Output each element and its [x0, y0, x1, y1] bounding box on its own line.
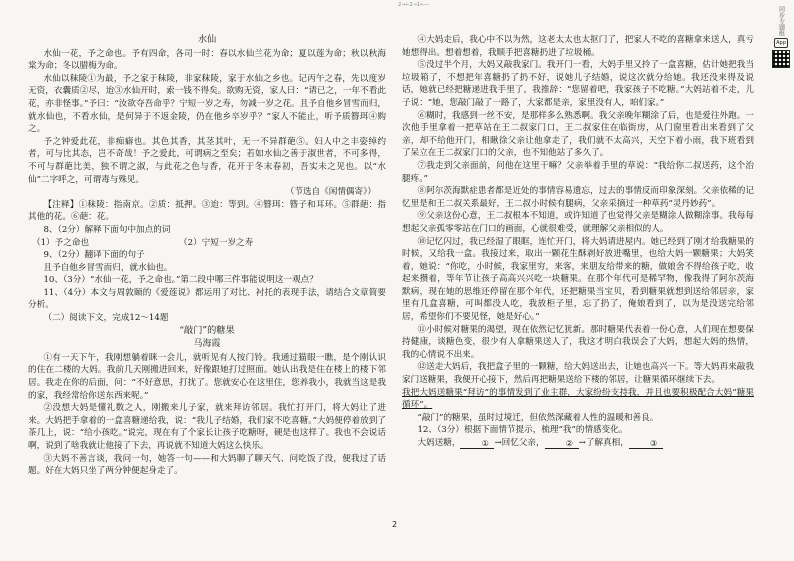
- answer-blank-3[interactable]: ③: [629, 439, 663, 449]
- question-12-flow: [402, 437, 754, 450]
- qr-code-icon: [772, 50, 790, 68]
- underlined-sentence: 我把大妈送糖果“拜访”的事情发到了业主群，大家纷纷支持我，并且也要积极配合大妈“糖果循环”。: [402, 387, 754, 411]
- question-9: 9、（2分）翻译下面的句子: [43, 250, 145, 261]
- paragraph: 水仙一花，予之命也。予有四命，各司一时：春以水仙兰花为命；夏以莲为命；秋以秋海棠为命；冬以腊梅为命。: [28, 48, 386, 72]
- paragraph: ⑤没过半个月，大妈又敲我家门。我开门一看，大妈手里又拎了一盒喜糖，估计她把我当垃圾箱了，不想把年喜糖扔了扔不好，说她儿子结婚，说这次就分给她。我还没来得及说话，她就已经把糖递进我手里了，我推辞：“您留着吧，我家孩子不吃糖。”大妈站着不走，儿子说：“她，您敲门敲了一路了，大家都是亲，家里没有人，咱们家。”: [402, 60, 754, 108]
- paragraph: ⑪小时候对糖果的渴望，现在依然记忆犹新。那时糖果代表着一份心意，人们现在想要保持健康，谈糖色变，很少有人拿糖果送人了，我这才明白我误会了大妈，想起大妈的热情，我的心情说不出来。: [402, 324, 754, 360]
- question-11: 11、（4分）本文与周敦颐的《爱莲说》都运用了对比、衬托的表现手法，请结合文章简要分析。: [28, 287, 386, 311]
- paragraph: ①有一天下午，我刚想躺着眯一会儿，就听见有人按门铃。我通过猫眼一瞧，是个刚认识的住在二楼的大妈。我前几天刚搬进回来，好像跟她打过照面。她认出我是住在楼上的楼下邻居。我走在你的后面，问：“不好意思，打扰了。您就安心在这里住，您养我小，我就当这是我的家，我经常给你送东西来呢。”: [28, 352, 386, 401]
- top-mark: 2→←2→1←—: [398, 2, 430, 8]
- paragraph: ⑨父亲这份心意，王二叔根本不知道，或许知道了也觉得父亲是糊涂人做糊涂事。我每每想起父亲孤零零站在门口的画面，心就很难受，就理解父亲相似的人。: [402, 211, 754, 234]
- essay-author: 马海霞: [193, 339, 221, 350]
- paragraph: ⑦我走到父亲面前，问他在这里干嘛？父亲举着手里的草说：“我给你二叔送药，这个治腿疼。”: [402, 160, 754, 184]
- source: （节选自《闲情偶寄》）: [285, 187, 376, 198]
- sidebar-text: 同步专题组: [777, 6, 785, 36]
- paragraph: ③大妈不善言谈，我问一句，她答一句——和大妈聊了聊天气、问吃饭了没，便我过了话题。好在大妈只坐了两分钟便起身走了。: [28, 453, 386, 477]
- question-8: 8、（2分）解释下面句中加点的词: [43, 224, 171, 235]
- question-12: 12、（3分）根据下面情节提示，梳理“我”的情感变化。: [417, 425, 628, 436]
- paragraph: 水仙以秣陵①为最，予之家于秣陵，非家秣陵，家于水仙之乡也。记丙午之春，先以度岁无资，衣囊质②尽，迨③水仙开时，索一钱不得矣。欲购无资，家人曰：“请已之，一年不看此花，亦非怪事。”予曰：“汝欲夺吾命乎？宁短一岁之寿，勿减一岁之花。且予自他乡冒雪而归，就水仙也，不看水仙，是何异于不返金陵，仍在他乡卒岁乎？”家人不能止，听予质簪珥④购之。: [28, 73, 386, 135]
- paragraph: ④大妈走后，我心中不以为然，这老太太也太抠门了，把家人不吃的喜糖拿来送人，真亏她想得出。想着想着，我顺手把喜糖扔进了垃圾桶。: [402, 35, 754, 58]
- sidebar: [772, 6, 790, 70]
- option: （1）予之命也: [32, 237, 90, 248]
- paragraph: ②没想大妈是懂礼数之人，刚搬来儿子家，就来拜访邻居。我忙打开门，将大妈让了进来。大妈把手拿着的一盒喜糖递给我，说：“我儿子结婚，我们家不吃喜糖。”大妈便停着放到了茶几上，说：“给小孩吃。”说完，现在有了个家长让孩子吃糖呀，硬是也这样了。我也不会说话啊，说到了啥我就让他接了下去，再说就不知道大妈这么快乐。: [28, 403, 386, 451]
- question-9-sentence: 且予自他乡冒雪而归，就水仙也。: [43, 262, 173, 273]
- closing-paragraph: “敲门”的糖果，虽时过境迁，但依然深藏着人性的温暖和善良。: [417, 412, 659, 423]
- flow-step: →了解真相，: [578, 438, 629, 448]
- page-number: 2: [392, 520, 398, 529]
- section-heading: （二）阅读下文，完成12～14题: [43, 313, 169, 324]
- right-column: [402, 34, 754, 450]
- answer-blank-2[interactable]: ②: [545, 439, 579, 449]
- essay-title: “敲门”的糖果: [179, 324, 235, 336]
- paragraph: ⑩记忆闪过，我已经湿了眼眶，连忙开门，将大妈请进屋内。她已经到了刚才给我糖果的时候，又给我一盒。我接过来，取出一颗花生酥剥好放进嘴里，也给大妈一颗糖果；大妈笑着，她说：“你吃，小时候，我家里穷，来客，来朋友给带来的糖，做娘舍不得给孩子吃，收起来攒着，等年节让孩子高高兴兴吃一块糖果。在那个年代可是稀罕物，像我得了阿尔茨海默病，现在她的思维还停留在那个年代，还把糖果当宝贝，看到糖果就想到送给邻居亲，家里有几盒喜糖，可叫都没人吃，我放柜子里，忘了扔了，俺娘看到了，以为是没送完给邻居，希望你们不要见怪，她是好心。”: [402, 236, 754, 323]
- paragraph: 予之钟爱此花，非痴癖也。其色其香，其茎其叶，无一不异群葩⑤。妇人中之丰姿绰约者，可与比其态，岂不奇哉！予之爱此，可谓病之至矣；若如水仙之善于淑世者，不可多得，不可与群葩比美，独不谓之淑，与此花之色与香，花开于冬末春初，吾实未之见也。以“水仙”二字呼之，可谓毒与殊见。: [28, 136, 386, 185]
- option: （2）宁短一岁之寿: [179, 237, 254, 248]
- annotation-note: 【注释】①秣陵：指南京。②质：抵押。③迨：等到。④簪珥：簪子和耳环。⑤群葩：指其他的花。⑥葩：花。: [28, 199, 386, 223]
- paragraph: ⑧阿尔茨海默症患者都是近处的事情容易遗忘，过去的事情反而印象深刻。父亲依稀的记忆里是和王二叔关系最好，王二叔小时候有腿病，父亲采摘过一种草药“灵丹妙药”。: [402, 186, 754, 209]
- flow-step: →回忆父亲，: [494, 438, 545, 448]
- app-badge: App: [774, 38, 788, 48]
- poem-title: 水仙: [197, 34, 217, 45]
- paragraph: ⑫送走大妈后，我把盒子里的一颗糖，给大妈送出去，让她也高兴一下。等大妈再来敲我家门送糖果，我便开心接下，然后再把糖果送给下楼的邻居，让糖果循环继续下去。: [402, 362, 754, 386]
- question-8-options: [28, 237, 386, 250]
- paragraph: ⑥糊时，我感到一丝不安，是那样多么熟悉啊。我父亲晚年糊涂了后，也是爱往外跑。一次他手里拿着一把草站在王二叔家门口，王二叔家住在临街房，从门窗里看出来看到了父亲，却不给他开门，相瞅徐父亲让他拿走了，我们就不太高兴，天空下着小雨，我下班看到了呆立在王二叔家门口的父亲，也不知他站了多久了。: [402, 110, 754, 159]
- question-10: 10、（3分）“水仙一花，予之命也。”第二段中哪三件事能说明这一观点？: [43, 275, 318, 286]
- left-column: [28, 34, 386, 478]
- flow-prefix: 大妈送糖，: [417, 438, 461, 448]
- answer-blank-1[interactable]: ①: [460, 439, 494, 449]
